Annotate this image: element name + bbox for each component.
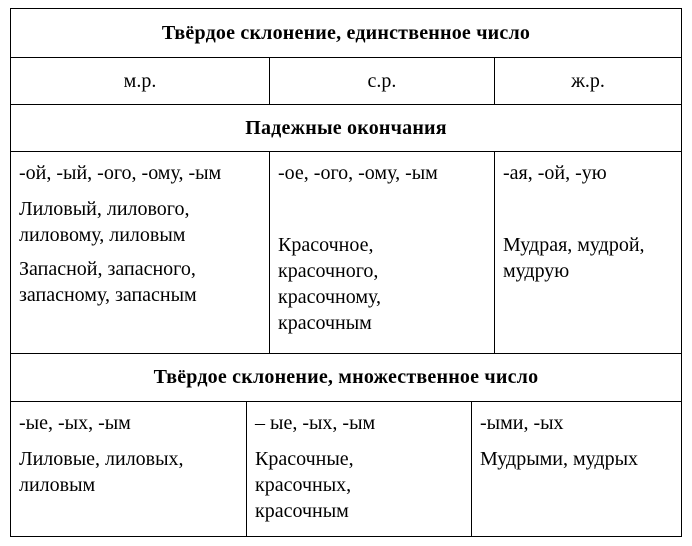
neut-example-line2: красочного, — [278, 260, 379, 282]
endings-title-row — [11, 105, 681, 152]
fem-example-line2: мудрую — [503, 260, 570, 282]
plural-col1-example-line1: Лиловые, лиловых, — [19, 448, 184, 470]
singular-content-row — [11, 152, 681, 354]
plural-col2-example-line2: красочных, — [255, 474, 352, 496]
fem-example-line1: Мудрая, мудрой, — [503, 234, 645, 256]
endings-title-text: Падежные окончания — [245, 116, 447, 139]
masc-example2-line2: запасному, запасным — [19, 284, 197, 306]
gender-fem-cell — [495, 58, 681, 104]
plural-col2-cell — [247, 402, 472, 536]
masc-endings: -ой, -ый, -ого, -ому, -ым — [19, 162, 222, 184]
neut-example-line4: красочным — [278, 312, 372, 334]
plural-col2-example-line3: красочным — [255, 500, 349, 522]
singular-fem-cell — [495, 152, 681, 353]
gender-neut-label: с.р. — [367, 69, 397, 92]
title-singular-text: Твёрдое склонение, единственное число — [161, 21, 531, 44]
gender-neut-cell — [270, 58, 495, 104]
table-title-plural — [11, 354, 681, 402]
plural-col3-cell — [472, 402, 681, 536]
plural-col2-endings: – ые, -ых, -ым — [255, 412, 376, 434]
table-title-singular — [11, 9, 681, 58]
plural-col2-example-line1: Красочные, — [255, 448, 354, 470]
title-plural-text: Твёрдое склонение, множественное число — [153, 366, 539, 388]
plural-col3-endings: -ыми, -ых — [480, 412, 564, 434]
fem-endings: -ая, -ой, -ую — [503, 162, 607, 184]
plural-col1-cell — [11, 402, 247, 536]
plural-col1-endings: -ые, -ых, -ым — [19, 412, 131, 434]
plural-col1-example-line2: лиловым — [19, 474, 96, 496]
neut-endings: -ое, -ого, -ому, -ым — [278, 162, 438, 184]
plural-col3-example-line1: Мудрыми, мудрых — [480, 448, 639, 470]
neut-example-line3: красочному, — [278, 286, 381, 308]
masc-example1-line1: Лиловый, лилового, — [19, 198, 190, 220]
gender-masc-cell — [11, 58, 270, 104]
singular-neut-cell — [270, 152, 495, 353]
plural-content-row — [11, 402, 681, 536]
gender-masc-label: м.р. — [123, 69, 157, 92]
gender-fem-label: ж.р. — [571, 69, 605, 92]
gender-header-row — [11, 58, 681, 105]
singular-masc-cell — [11, 152, 270, 353]
neut-example-line1: Красочное, — [278, 234, 374, 256]
declension-table — [10, 8, 682, 537]
masc-example1-line2: лиловому, лиловым — [19, 224, 186, 246]
masc-example2-line1: Запасной, запасного, — [19, 258, 196, 280]
